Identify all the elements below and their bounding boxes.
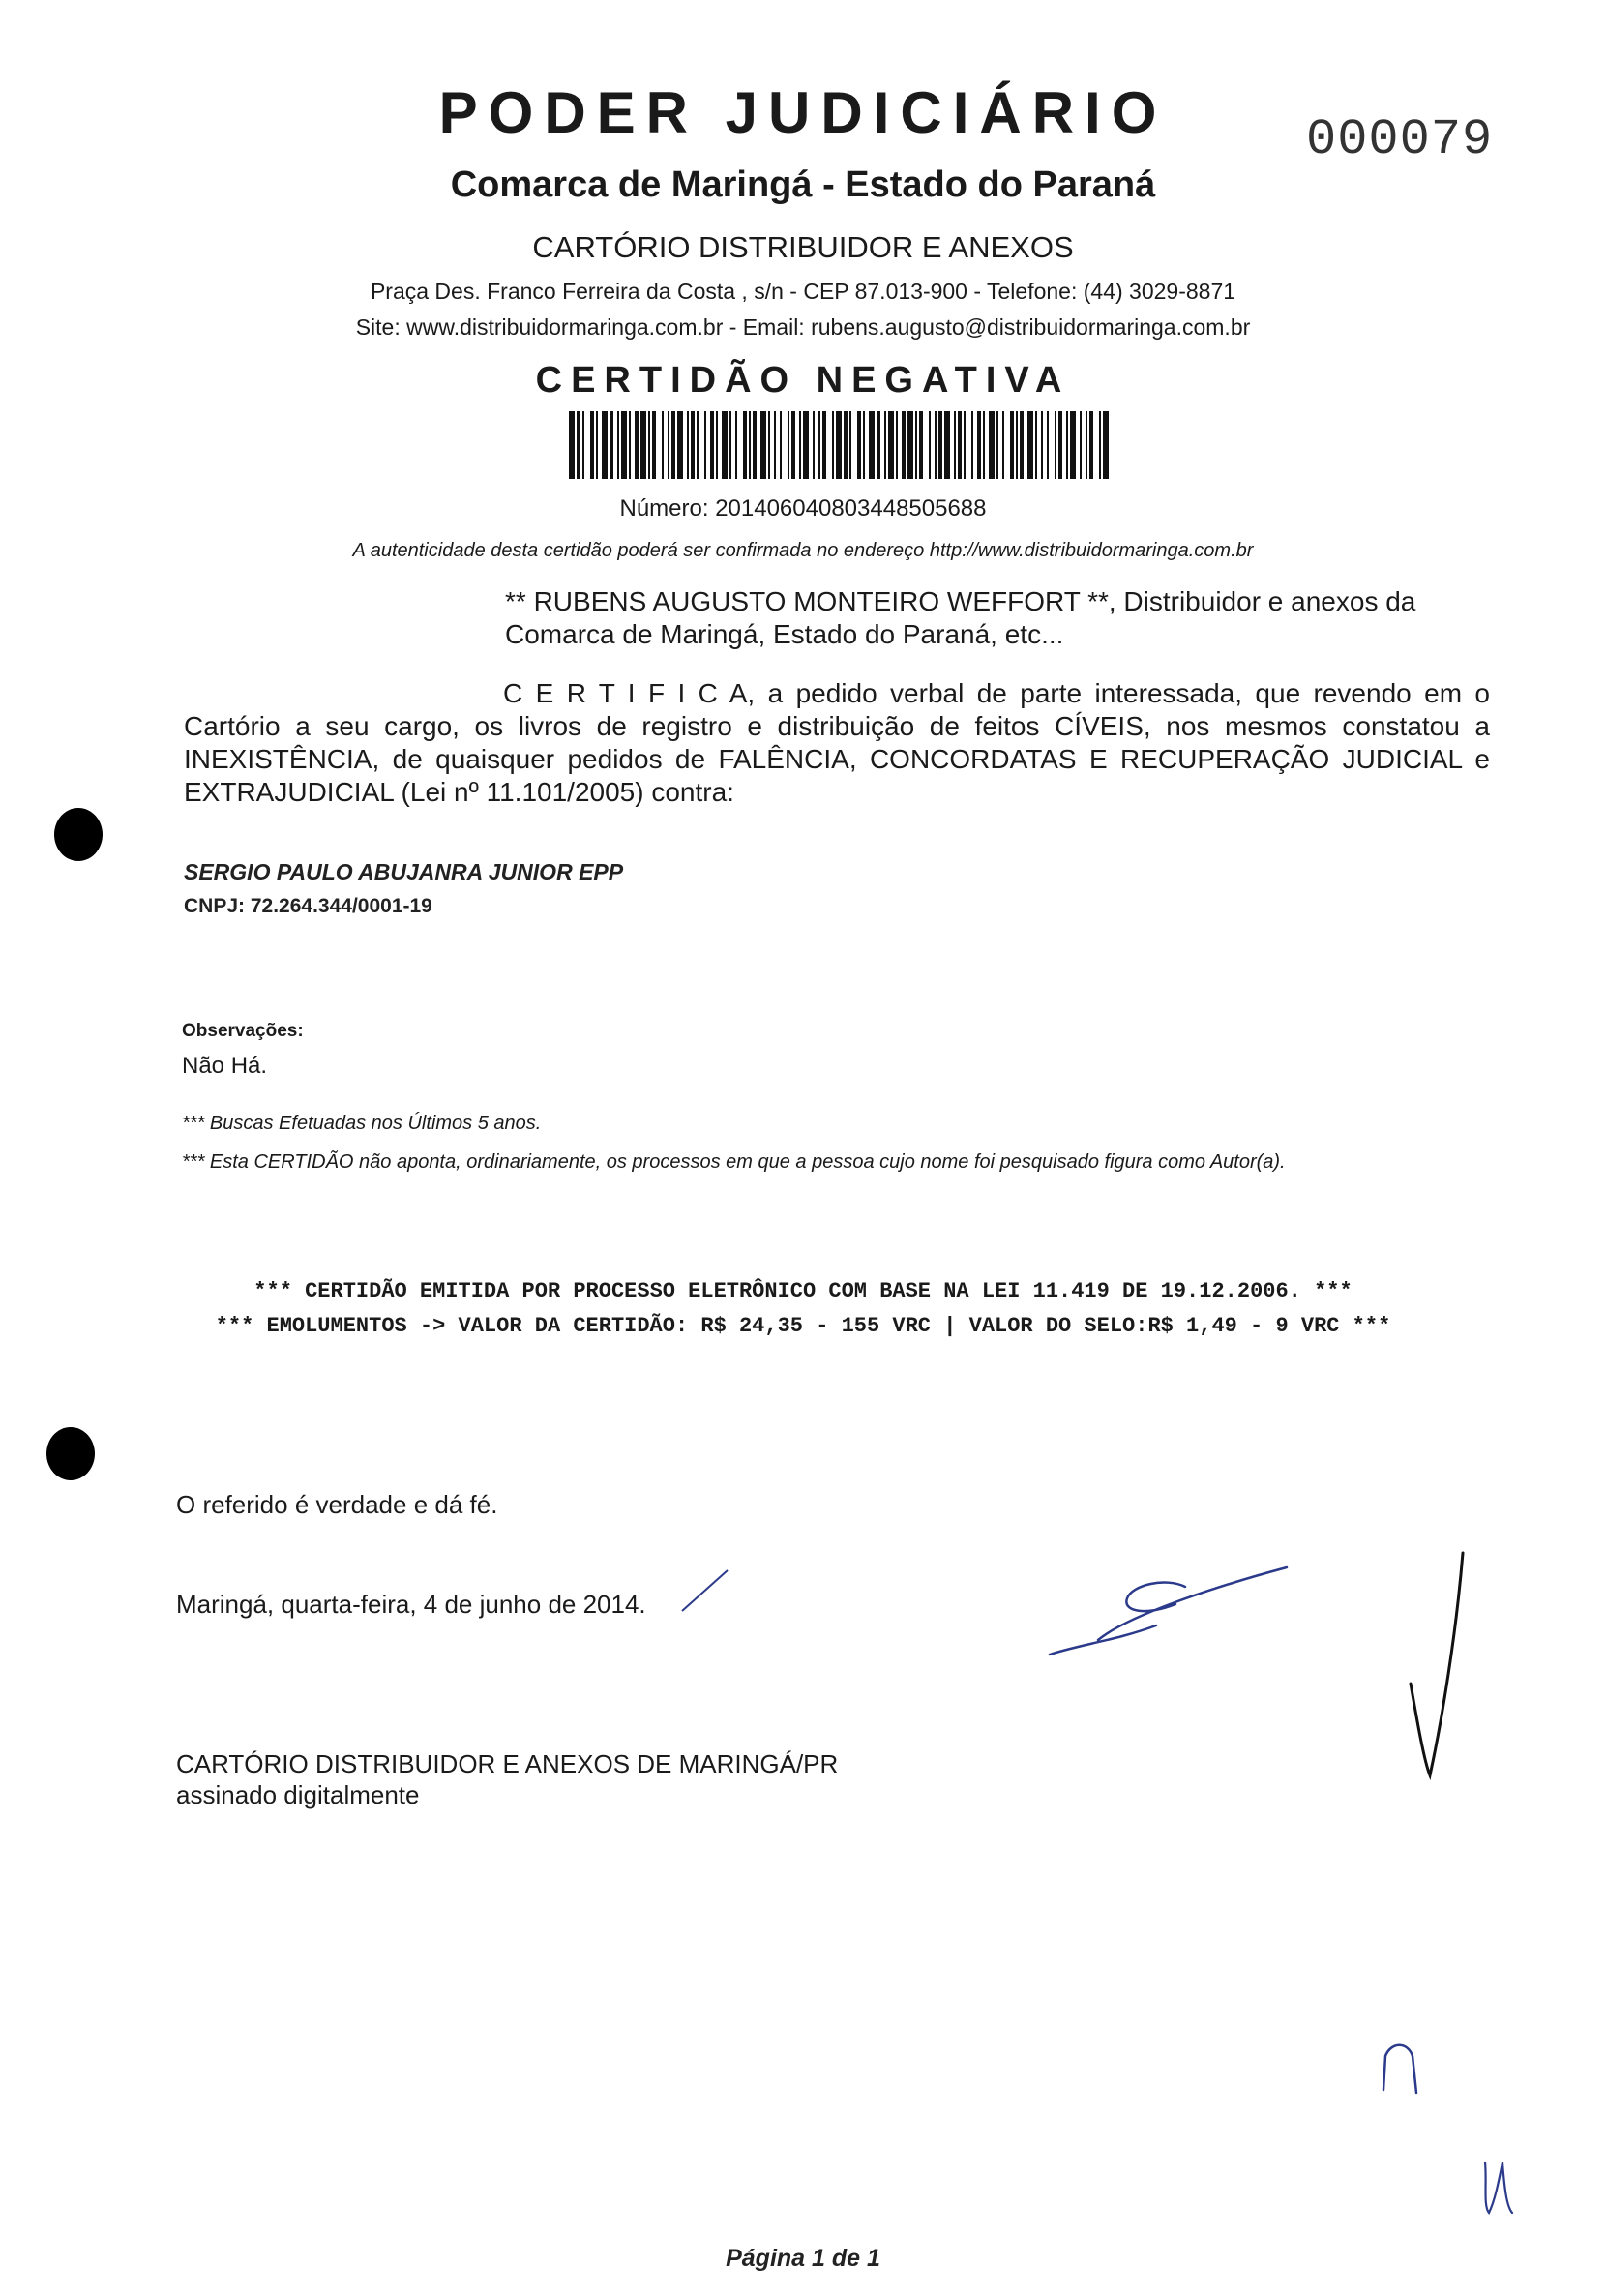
barcode-bar [743,411,747,479]
barcode-bar [753,411,757,479]
barcode-bar [640,411,646,479]
barcode-bar [1020,411,1024,479]
barcode-bar [710,411,714,479]
barcode-bar [1103,411,1109,479]
barcode-bar [590,411,594,479]
certificate-number: Número: 201406040803448505688 [619,495,987,522]
certifica-word: C E R T I F I C A, [503,678,756,708]
barcode-bar [1027,411,1033,479]
barcode-bar [863,411,865,479]
barcode-bar [1035,411,1037,479]
official-statement: ** RUBENS AUGUSTO MONTEIRO WEFFORT **, Distribuidor e anexos da Comarca de Maringá, Estado do Paraná, etc... [505,586,1416,649]
observations-value: Não Há. [182,1053,268,1079]
barcode-bar [996,411,998,479]
barcode-bar [844,411,848,479]
barcode-bar [907,411,913,479]
barcode-bar [691,411,695,479]
barcode-bar [896,411,898,479]
scope-note: *** Esta CERTIDÃO não aponta, ordinariamente, os processos em que a pessoa cujo nome foi pesquisado figura como Autor(a). [182,1151,1286,1173]
handwritten-tick-icon [677,1563,735,1621]
barcode-bar [888,411,894,479]
barcode-bar [662,411,664,479]
barcode-bar [677,411,683,479]
contact-line: Site: www.distribuidormaringa.com.br - Email: rubens.augusto@distribuidormaringa.com.br [355,314,1251,340]
barcode-bar [1089,411,1093,479]
observations-label: Observações: [182,1021,304,1041]
barcode-bar [1058,411,1062,479]
barcode-bar [774,411,776,479]
barcode-bar [977,411,981,479]
barcode-bar [857,411,861,479]
certifica-body: a pedido verbal de parte interessada, que revendo em o Cartório a seu cargo, os livros de registro e distribuição de feitos CÍVEIS, nos mesmos constatou a INEXISTÊNCIA, de quaisquer pedidos de FALÊNCIA, CONCORDATAS E RECUPERAÇÃO JUDICIAL e EXTRAJUDICIAL (Lei nº 11.101/2005) contra: [184,678,1490,807]
attestation-text: O referido é verdade e dá fé. [176,1490,498,1519]
barcode-bar [577,411,580,479]
barcode-icon [569,411,1111,479]
barcode-bar [791,411,795,479]
barcode-bar [768,411,770,479]
barcode-bar [1047,411,1049,479]
barcode-bar [788,411,789,479]
barcode-bar [621,411,627,479]
barcode-bar [919,411,923,479]
barcode-bar [671,411,675,479]
barcode-bar [818,411,820,479]
barcode-bar [652,411,656,479]
barcode-bar [1002,411,1004,479]
party-name: SERGIO PAULO ABUJANRA JUNIOR EPP [184,859,624,884]
punch-hole-icon [54,808,103,861]
barcode-bar [582,411,584,479]
handwritten-initial-icon [1475,2153,1524,2221]
barcode-bar [958,411,962,479]
barcode-bar [596,411,598,479]
barcode-bar [617,411,619,479]
barcode-bar [849,411,851,479]
fees-notice: *** EMOLUMENTOS -> VALOR DA CERTIDÃO: R$ 24,35 - 155 VRC | VALOR DO SELO:R$ 1,49 - 9 VRC *** [215,1314,1391,1338]
barcode-bar [877,411,880,479]
barcode-bar [938,411,942,479]
barcode-bar [749,411,751,479]
barcode-bar [704,411,706,479]
barcode-bar [954,411,956,479]
barcode-bar [729,411,731,479]
signer-organization: CARTÓRIO DISTRIBUIDOR E ANEXOS DE MARINGÁ/PR [176,1749,839,1778]
barcode-bar [1066,411,1068,479]
barcode-bar [780,411,782,479]
barcode-bar [1099,411,1101,479]
barcode-bar [569,411,575,479]
barcode-bar [697,411,699,479]
barcode-bar [1010,411,1014,479]
barcode-bar [1070,411,1076,479]
barcode-bar [629,411,631,479]
comarca-heading: Comarca de Maringá - Estado do Paraná [450,164,1156,205]
barcode-bar [964,411,966,479]
address-line: Praça Des. Franco Ferreira da Costa , s/n - CEP 87.013-900 - Telefone: (44) 3029-8871 [370,279,1236,304]
page-footer: Página 1 de 1 [726,2245,880,2272]
barcode-bar [1080,411,1082,479]
barcode-bar [832,411,834,479]
authenticity-note: A autenticidade desta certidão poderá ser confirmada no endereço http://www.distribuidormaringa.com.br [352,540,1254,561]
cartorio-heading: CARTÓRIO DISTRIBUIDOR E ANEXOS [532,230,1074,264]
certificate-title: CERTIDÃO NEGATIVA [535,360,1071,401]
barcode-bar [799,411,801,479]
barcode-bar [869,411,875,479]
barcode-bar [803,411,809,479]
barcode-bar [884,411,886,479]
barcode-bar [722,411,728,479]
handwritten-signature-icon [1040,1548,1292,1664]
page-sequence-number: 000079 [1306,111,1494,168]
search-period-note: *** Buscas Efetuadas nos Últimos 5 anos. [182,1113,542,1134]
barcode-bar [929,411,931,479]
barcode-bar [983,411,985,479]
barcode-bar [668,411,669,479]
certification-text [184,677,1490,809]
barcode-bar [1086,411,1087,479]
barcode-bar [716,411,718,479]
barcode-bar [1016,411,1018,479]
handwritten-initial-icon [1374,2037,1432,2095]
barcode-bar [989,411,995,479]
barcode-bar [760,411,766,479]
barcode-bar [635,411,639,479]
barcode-bar [902,411,906,479]
punch-hole-icon [46,1427,95,1480]
signature-note: assinado digitalmente [176,1780,420,1809]
court-title: PODER JUDICIÁRIO [438,80,1168,145]
barcode-bar [610,411,613,479]
barcode-bar [944,411,950,479]
barcode-bar [735,411,737,479]
party-cnpj: CNPJ: 72.264.344/0001-19 [184,895,432,917]
barcode-bar [602,411,608,479]
barcode-bar [915,411,917,479]
barcode-bar [813,411,815,479]
issue-date: Maringá, quarta-feira, 4 de junho de 2014. [176,1590,646,1619]
emission-notice: *** CERTIDÃO EMITIDA POR PROCESSO ELETRÔNICO COM BASE NA LEI 11.419 DE 19.12.2006. *** [253,1279,1353,1303]
barcode-bar [1041,411,1043,479]
barcode-bar [648,411,650,479]
handwritten-check-icon [1403,1548,1480,1780]
barcode-bar [1055,411,1056,479]
barcode-bar [935,411,937,479]
barcode-bar [822,411,826,479]
barcode-bar [971,411,973,479]
barcode-bar [687,411,689,479]
barcode-bar [836,411,842,479]
